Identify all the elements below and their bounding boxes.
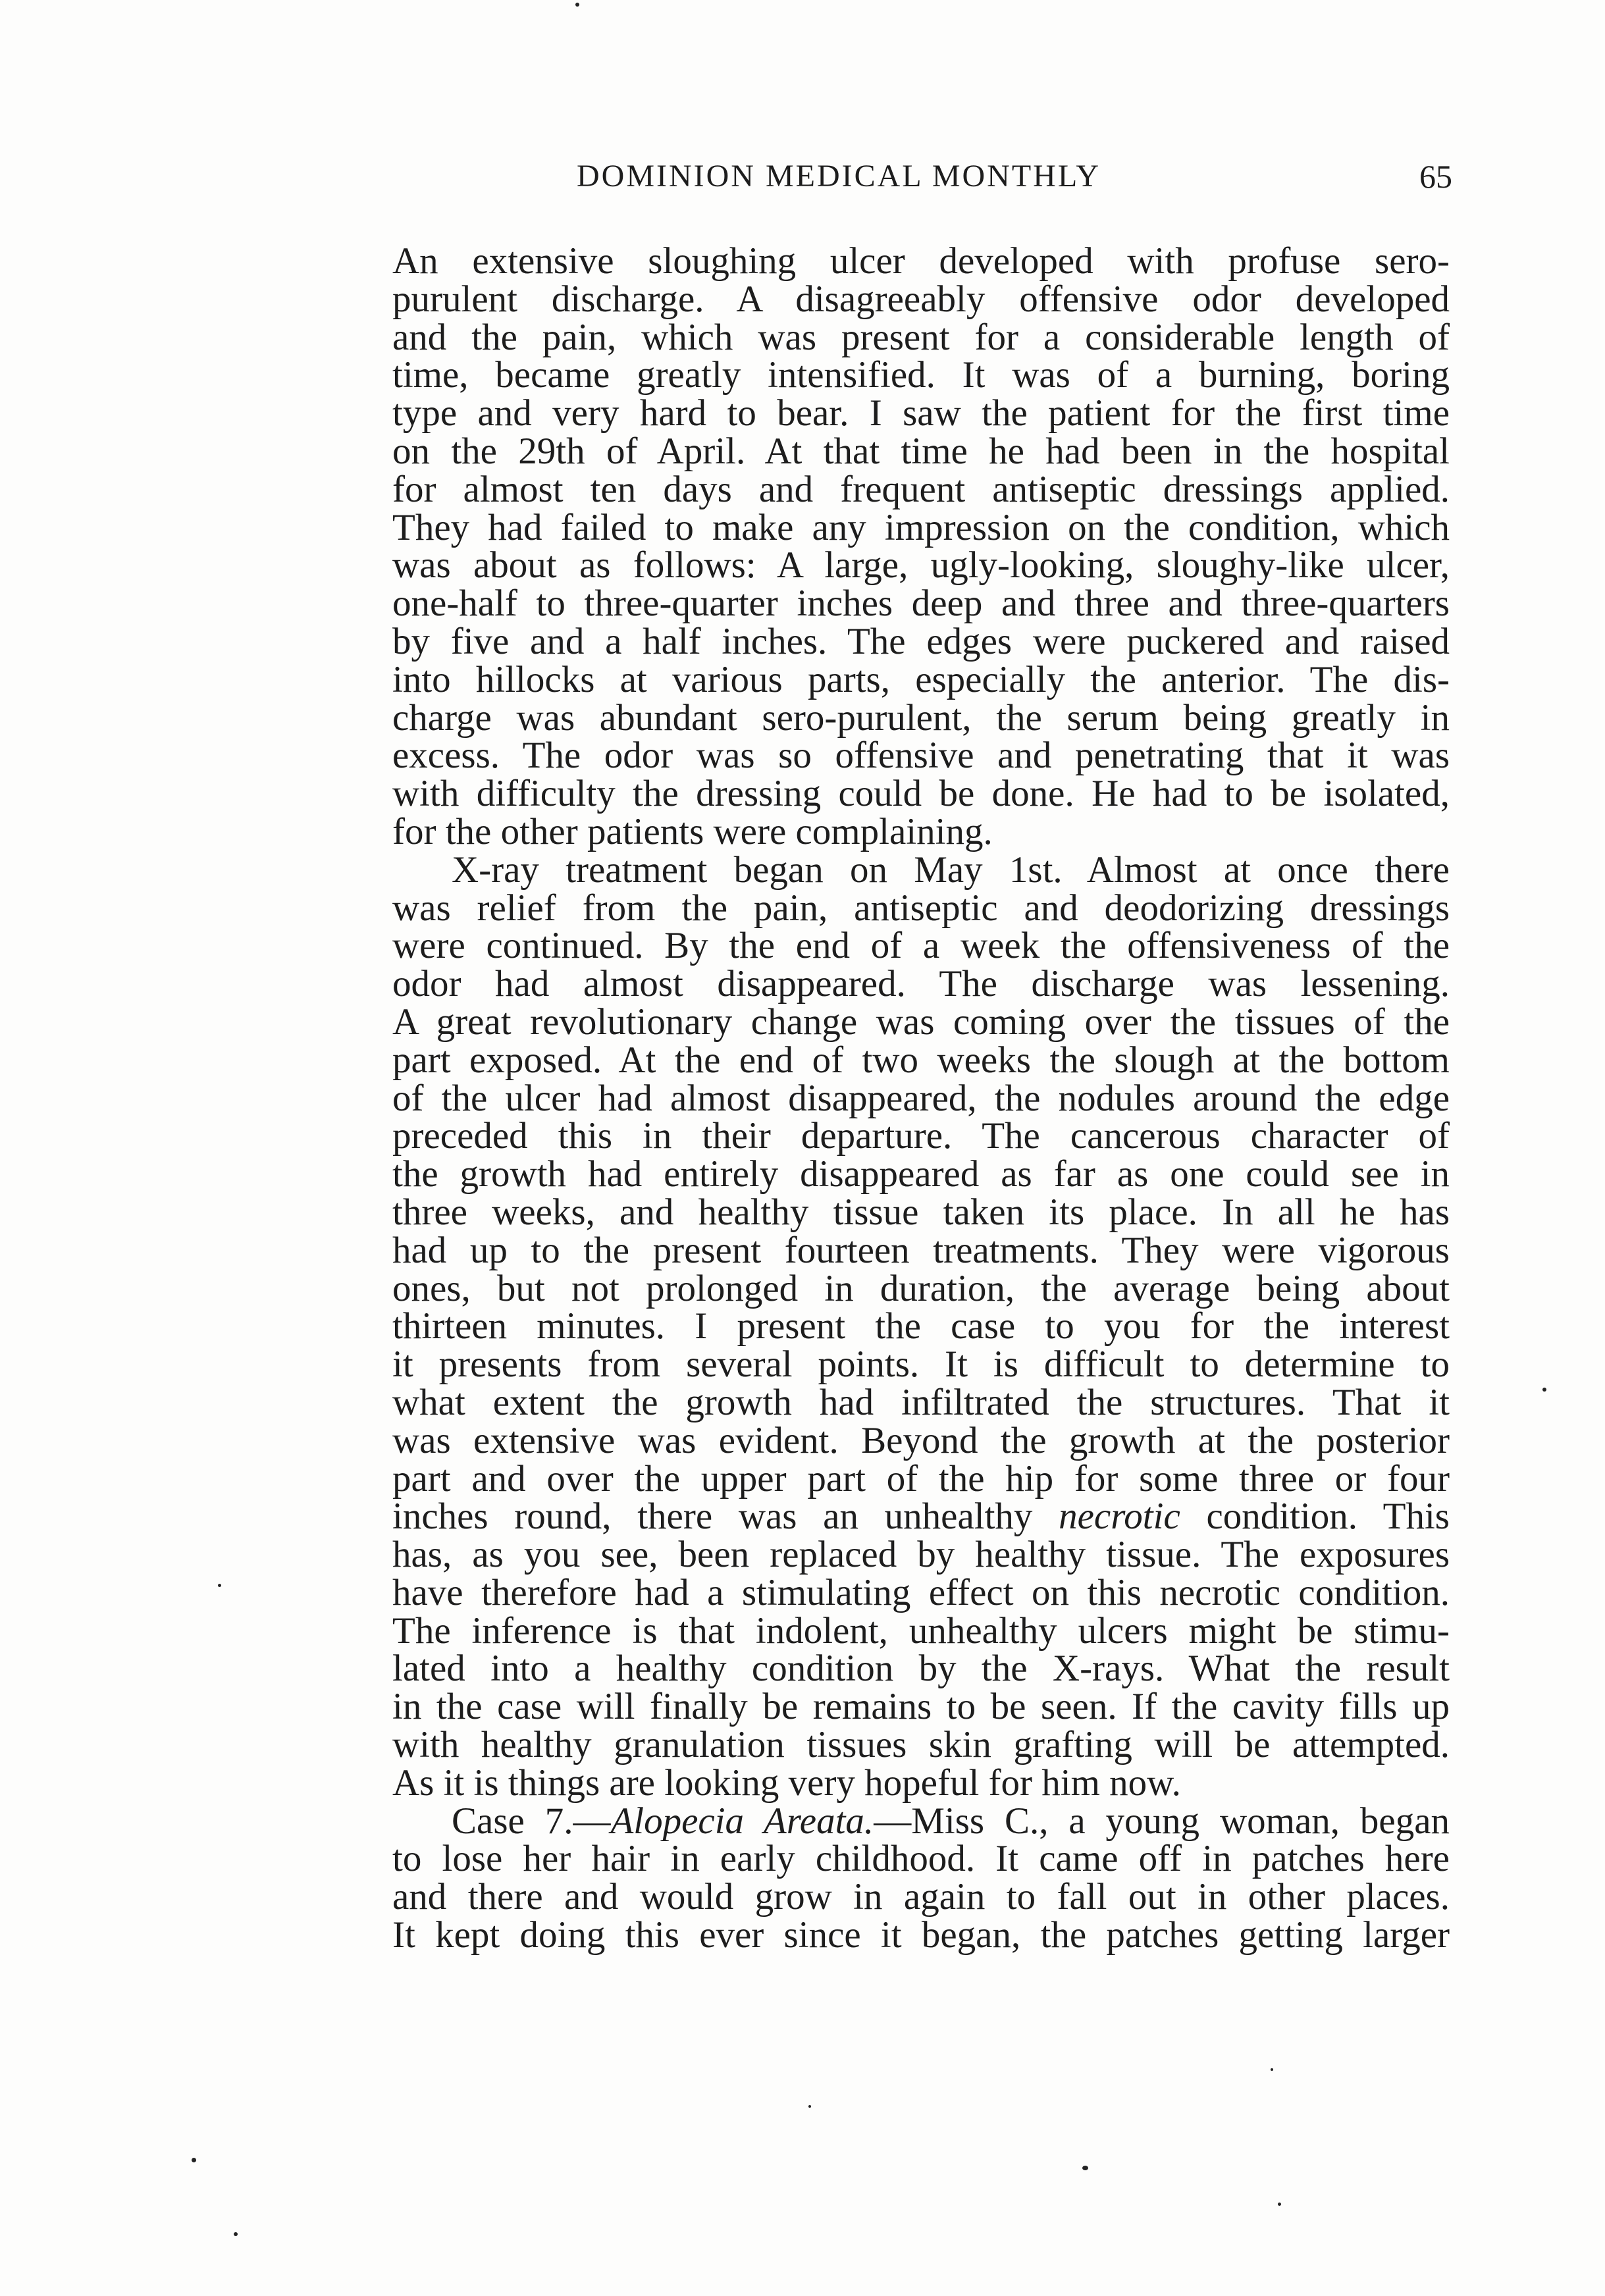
text-line: ones, but not prolonged in duration, the average being about <box>392 1267 1450 1309</box>
text-line: part and over the upper part of the hip for some three or four <box>392 1457 1450 1500</box>
scan-speck <box>192 2158 196 2162</box>
text-line: thirteen minutes. I present the case to you for the interest <box>392 1305 1450 1347</box>
text-line: They had failed to make any impression on the condition, which <box>392 506 1450 548</box>
text-line: A great revolutionary change was coming over the tissues of the <box>392 1001 1450 1043</box>
text-line: by five and a half inches. The edges were puckered and raised <box>392 620 1450 662</box>
text-line: and the pain, which was present for a considerable length of <box>392 316 1450 358</box>
scan-speck <box>1271 2068 1273 2071</box>
text-line: part exposed. At the end of two weeks the slough at the bottom <box>392 1039 1450 1081</box>
text-line: was relief from the pain, antiseptic and deodorizing dressings <box>392 887 1450 929</box>
body-text <box>392 242 1450 1954</box>
text-line: odor had almost disappeared. The discharge was lessening. <box>392 963 1450 1005</box>
scan-speck <box>575 3 579 7</box>
scan-speck <box>1278 2203 1281 2206</box>
text-fragment: condition. This <box>1206 1496 1450 1538</box>
text-line: one-half to three-quarter inches deep and three and three-quarters <box>392 583 1450 625</box>
text-line: three weeks, and healthy tissue taken its place. In all he has <box>392 1191 1450 1233</box>
scan-speck <box>808 2105 811 2108</box>
text-line-with-italic <box>392 1498 1450 1536</box>
text-line: The inference is that indolent, unhealthy ulcers might be stimu- <box>392 1609 1450 1652</box>
text-line: has, as you see, been replaced by healthy tissue. The exposures <box>392 1534 1450 1576</box>
text-line: purulent discharge. A disagreeably offensive odor developed <box>392 278 1450 320</box>
running-head: DOMINION MEDICAL MONTHLY <box>577 159 1101 194</box>
text-line: An extensive sloughing ulcer developed with profuse sero- <box>392 240 1450 282</box>
paragraph-end-line: As it is things are looking very hopeful for him now. <box>392 1761 1181 1804</box>
text-line: were continued. By the end of a week the offensiveness of the <box>392 925 1450 967</box>
text-fragment: inches round, there was an unhealthy <box>392 1496 1033 1538</box>
text-line: time, became greatly intensified. It was of a burning, boring <box>392 354 1450 396</box>
text-line: it presents from several points. It is difficult to determine to <box>392 1344 1450 1386</box>
text-line: into hillocks at various parts, especially the anterior. The dis- <box>392 658 1450 700</box>
text-line: to lose her hair in early childhood. It came off in patches here <box>392 1838 1450 1880</box>
text-line: and there and would grow in again to fall out in other places. <box>392 1876 1450 1918</box>
scan-speck <box>234 2232 238 2236</box>
text-line: lated into a healthy condition by the X-rays. What the result <box>392 1648 1450 1690</box>
text-line: the growth had entirely disappeared as far as one could see in <box>392 1153 1450 1195</box>
scan-speck <box>218 1584 221 1587</box>
scan-speck <box>1082 2166 1088 2170</box>
text-fragment: —Miss C., a young woman, began <box>874 1800 1450 1842</box>
text-line: with difficulty the dressing could be done. He had to be isolated, <box>392 773 1450 815</box>
italic-term: necrotic <box>1059 1496 1180 1538</box>
text-line: for almost ten days and frequent antiseptic dressings applied. <box>392 468 1450 510</box>
text-line: had up to the present fourteen treatments. They were vigorous <box>392 1229 1450 1271</box>
text-line: preceded this in their departure. The cancerous character of <box>392 1115 1450 1157</box>
text-line: in the case will finally be remains to be seen. If the cavity fills up <box>392 1686 1450 1728</box>
text-line: what extent the growth had infiltrated the structures. That it <box>392 1381 1450 1423</box>
text-line: excess. The odor was so offensive and penetrating that it was <box>392 735 1450 777</box>
page-header <box>392 157 1452 209</box>
text-line: on the 29th of April. At that time he had been in the hospital <box>392 430 1450 472</box>
text-line: with healthy granulation tissues skin grafting will be attempted. <box>392 1724 1450 1766</box>
scan-speck <box>1542 1388 1546 1392</box>
text-line: charge was abundant sero-purulent, the serum being greatly in <box>392 696 1450 739</box>
text-line: was extensive was evident. Beyond the growth at the posterior <box>392 1419 1450 1461</box>
text-line: was about as follows: A large, ugly-looking, sloughy-like ulcer, <box>392 544 1450 587</box>
text-line: of the ulcer had almost disappeared, the nodules around the edge <box>392 1077 1450 1119</box>
text-line: type and very hard to bear. I saw the patient for the first time <box>392 392 1450 434</box>
paragraph-end-line: for the other patients were complaining. <box>392 810 993 852</box>
case-number: Case 7.— <box>452 1800 611 1842</box>
text-line: have therefore had a stimulating effect on this necrotic condition. <box>392 1571 1450 1613</box>
text-line: It kept doing this ever since it began, the patches getting larger <box>392 1914 1450 1956</box>
paragraph-first-line: X-ray treatment began on May 1st. Almost at once there <box>452 848 1450 891</box>
case-title: Alopecia Areata. <box>610 1800 874 1842</box>
page-number: 65 <box>1419 158 1452 195</box>
case-heading-line <box>392 1802 1450 1840</box>
